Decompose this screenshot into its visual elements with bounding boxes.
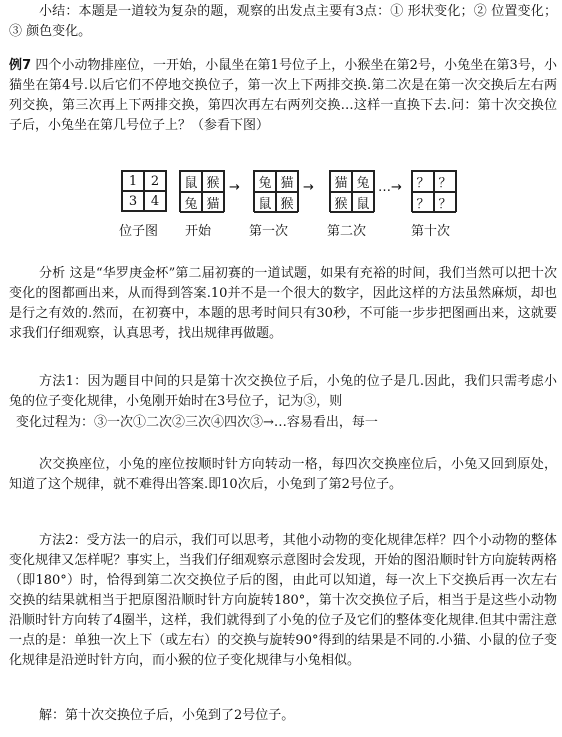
example-label: 例7 (9, 58, 32, 73)
method2-paragraph: 方法2：受方法一的启示，我们可以思考，其他小动物的变化规律怎样？四个小动物的整体变化规律又怎样呢？事实上，当我们仔细观察示意图时会发现，开始的图沿顺时针方向旋转两格（即180°）时，恰得到第二次交换位子后的图，由此可以知道，每一次上下交换后再一次左右交换的结果就相当于把原图沿顺时针方向旋转180°，第十次交换位子后，相当于是这些小动物沿顺时针方向转了4圈半，这样，我们就得到了小兔的位子及它们的整体变化规律.但其中需注意一点的是：单独一次上下（或左右）的交换与旋转90°得到的结果是不同的.小猫、小鼠的位子变化规律是沿逆时针方向，而小猴的位子变化规律与小兔相似。 (9, 533, 557, 668)
grid-cell: 猫 (330, 171, 352, 192)
analysis-paragraph: 分析 这是“华罗庚金杯”第二届初赛的一道试题，如果有充裕的时间，我们当然可以把十次变化的图都画出来，从而得到答案.10并不是一个很大的数字，因此这样的方法虽然麻烦，却也是行之有效的.然而，在初赛中，本题的思考时间只有30秒，不可能一步步把图画出来，这就要求我们仔细观察，认真思考，找出规律再做题。 (9, 266, 557, 341)
seat-grid (121, 170, 167, 212)
second-swap-grid (329, 170, 375, 212)
diagram-caption: 位子图 (119, 224, 159, 239)
grid-cell: 4 (144, 191, 166, 211)
grid-cell: 鼠 (254, 192, 276, 213)
grid-cell: 兔 (180, 192, 202, 213)
grid-cell: 猴 (330, 192, 352, 213)
grid-cell: ？ (412, 171, 434, 192)
grid-cell: 1 (122, 171, 144, 191)
diagram-caption: 开始 (185, 224, 212, 239)
summary-paragraph: 小结：本题是一道较为复杂的题，观察的出发点主要有3点：① 形状变化；② 位置变化；③ 颜色变化。 (9, 4, 557, 39)
grid-cell: 3 (122, 191, 144, 211)
grid-cell: ？ (434, 192, 456, 213)
diagram-caption: 第十次 (411, 224, 451, 239)
grid-cell: 鼠 (180, 171, 202, 192)
grid-cell: 猫 (276, 171, 298, 192)
arrow-icon: → (303, 180, 314, 195)
grid-cell: 2 (144, 171, 166, 191)
start-grid (179, 170, 225, 212)
grid-cell: 猫 (202, 192, 224, 213)
method1-paragraph: 方法1：因为题目中间的只是第十次交换位子后，小兔的位子是几.因此，我们只需考虑小兔的位子变化规律，小兔刚开始时在3号位子，记为③，则 (9, 374, 557, 409)
grid-cell: 兔 (254, 171, 276, 192)
dots-arrow-icon: …→ (378, 180, 402, 195)
diagram-caption: 第二次 (327, 224, 367, 239)
grid-cell: ？ (434, 171, 456, 192)
grid-cell: 猴 (276, 192, 298, 213)
grid-cell: 鼠 (352, 192, 374, 213)
answer-paragraph: 解：第十次交换位子后，小兔到了2号位子。 (39, 708, 295, 723)
grid-cell: 猴 (202, 171, 224, 192)
diagram-caption: 第一次 (249, 224, 289, 239)
arrow-icon: → (229, 180, 240, 195)
first-swap-grid (253, 170, 299, 212)
example-paragraph (9, 56, 557, 136)
tenth-swap-grid (411, 170, 457, 212)
grid-cell: ？ (412, 192, 434, 213)
grid-cell: 兔 (352, 171, 374, 192)
example-text: 四个小动物排座位，一开始，小鼠坐在第1号位子上，小猴坐在第2号，小兔坐在第3号，小猫坐在第4号.以后它们不停地交换位子，第一次上下两排交换.第二次是在第一次交换后左右两列交换，第三次再上下两排交换，第四次再左右两列交换…这样一直换下去.问：第十次交换位子后，小兔坐在第几号位子上？（参看下图） (9, 58, 557, 133)
method1-process-line: 变化过程为：③一次①二次②三次④四次③→…容易看出，每一 (16, 415, 378, 430)
method1-continued-paragraph: 次交换座位，小兔的座位按顺时针方向转动一格，每四次交换座位后，小兔又回到原处，知道了这个规律，就不难得出答案.即10次后，小兔到了第2号位子。 (9, 457, 557, 492)
